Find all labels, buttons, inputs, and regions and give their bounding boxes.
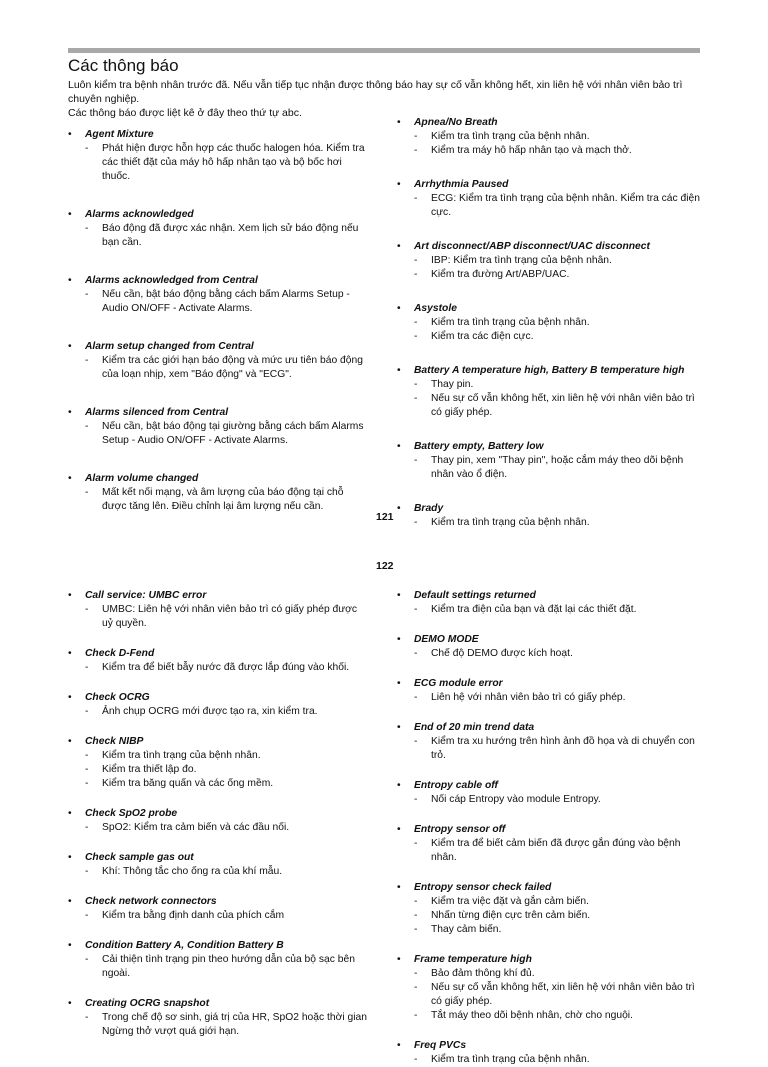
message-heading: DEMO MODE	[414, 634, 479, 645]
dash-icon: -	[85, 764, 89, 775]
action-text: Kiểm tra máy hô hấp nhân tạo và mạch thở.	[431, 145, 632, 156]
dash-icon: -	[414, 393, 418, 404]
dash-icon: -	[414, 982, 418, 993]
action-line	[85, 222, 370, 250]
message-heading: Alarm setup changed from Central	[85, 341, 254, 352]
message-heading: Entropy cable off	[414, 780, 498, 791]
action-text: Thay pin.	[431, 379, 474, 390]
message-heading: Alarms acknowledged from Central	[85, 275, 258, 286]
action-line	[85, 749, 370, 763]
message-heading: Condition Battery A, Condition Battery B	[85, 940, 284, 951]
message-entry	[68, 472, 370, 514]
action-line	[85, 288, 370, 316]
action-line	[85, 603, 370, 631]
dash-icon: -	[414, 648, 418, 659]
message-entry	[68, 997, 370, 1039]
bullet-icon: •	[397, 365, 401, 376]
dash-icon: -	[414, 331, 418, 342]
dash-icon: -	[414, 692, 418, 703]
action-text: Kiểm tra để biết cảm biến đã được gắn đúng vào bệnh nhân.	[431, 838, 681, 863]
message-heading: Frame temperature high	[414, 954, 532, 965]
message-heading: Entropy sensor off	[414, 824, 506, 835]
action-text: Kiểm tra điện của bạn và đặt lại các thiết đặt.	[431, 604, 637, 615]
action-text: Liên hệ với nhân viên bảo trì có giấy phép.	[431, 692, 626, 703]
dash-icon: -	[85, 421, 89, 432]
dash-icon: -	[414, 1010, 418, 1021]
message-entry	[68, 807, 370, 835]
message-heading: Battery empty, Battery low	[414, 441, 544, 452]
action-line	[414, 1053, 702, 1067]
message-entry	[397, 178, 702, 220]
message-entry	[397, 589, 702, 617]
dash-icon: -	[85, 778, 89, 789]
action-line	[414, 254, 702, 268]
dash-icon: -	[414, 736, 418, 747]
dash-icon: -	[414, 145, 418, 156]
message-heading: Entropy sensor check failed	[414, 882, 552, 893]
dash-icon: -	[85, 910, 89, 921]
message-heading: Check D-Fend	[85, 648, 155, 659]
bullet-icon: •	[68, 129, 72, 140]
bullet-icon: •	[68, 209, 72, 220]
message-heading: Check network connectors	[85, 896, 217, 907]
action-line	[414, 691, 702, 705]
message-entry	[397, 240, 702, 282]
action-text: Kiểm tra đường Art/ABP/UAC.	[431, 269, 570, 280]
action-line	[414, 330, 702, 344]
bullet-icon: •	[397, 241, 401, 252]
action-line	[414, 967, 702, 981]
action-line	[414, 793, 702, 807]
dash-icon: -	[85, 223, 89, 234]
dash-icon: -	[414, 455, 418, 466]
bullet-icon: •	[68, 590, 72, 601]
message-heading: Check OCRG	[85, 692, 150, 703]
message-entry	[68, 208, 370, 250]
bullet-icon: •	[397, 954, 401, 965]
action-line	[85, 777, 370, 791]
bullet-icon: •	[68, 896, 72, 907]
action-text: Báo động đã được xác nhận. Xem lịch sử báo động nếu bạn cần.	[102, 223, 359, 248]
action-line	[85, 420, 370, 448]
action-line	[414, 392, 702, 420]
message-heading: ECG module error	[414, 678, 503, 689]
message-heading: Check sample gas out	[85, 852, 194, 863]
action-text: Kiểm tra băng quấn và các ống mềm.	[102, 778, 274, 789]
bullet-icon: •	[68, 407, 72, 418]
action-line	[414, 895, 702, 909]
action-line	[414, 192, 702, 220]
message-entry	[397, 779, 702, 807]
action-text: IBP: Kiểm tra tình trạng của bệnh nhân.	[431, 255, 612, 266]
action-text: UMBC: Liên hệ với nhân viên bảo trì có giấy phép được uỷ quyền.	[102, 604, 358, 629]
action-text: Nếu sự cố vẫn không hết, xin liên hệ với nhân viên bảo trì có giấy phép.	[431, 982, 695, 1007]
dash-icon: -	[85, 662, 89, 673]
dash-icon: -	[414, 269, 418, 280]
action-line	[414, 909, 702, 923]
action-text: Kiểm tra tình trạng của bệnh nhân.	[431, 1054, 590, 1065]
message-entry	[68, 406, 370, 448]
action-line	[85, 142, 370, 184]
page2-right-column	[397, 589, 702, 1067]
message-heading: Brady	[414, 503, 444, 514]
message-heading: Check NIBP	[85, 736, 144, 747]
bullet-icon: •	[397, 179, 401, 190]
action-text: Kiểm tra các giới hạn báo động và mức ưu tiên báo động của loạn nhịp, xem "Báo động" và "ECG".	[102, 355, 363, 380]
dash-icon: -	[414, 604, 418, 615]
bullet-icon: •	[397, 634, 401, 645]
action-text: Thay cảm biến.	[431, 924, 502, 935]
action-line	[85, 705, 370, 719]
action-text: Kiểm tra thiết lập đo.	[102, 764, 197, 775]
dash-icon: -	[85, 604, 89, 615]
action-text: Kiểm tra tình trạng của bệnh nhân.	[431, 317, 590, 328]
bullet-icon: •	[68, 648, 72, 659]
message-entry	[397, 633, 702, 661]
action-line	[414, 144, 702, 158]
action-text: Khí: Thông tắc cho ống ra của khí mẫu.	[102, 866, 283, 877]
message-heading: Arrhythmia Paused	[414, 179, 509, 190]
action-text: Nếu cần, bật báo động tại giường bằng cách bấm Alarms Setup - Audio ON/OFF - Activate Alarms.	[102, 421, 364, 446]
action-text: Thay pin, xem "Thay pin", hoặc cắm máy theo dõi bệnh nhân vào ổ điện.	[431, 455, 684, 480]
action-line	[414, 378, 702, 392]
intro-paragraph: Các thông báo được liệt kê ở đây theo thứ tự abc.	[68, 107, 302, 119]
message-heading: Creating OCRG snapshot	[85, 998, 210, 1009]
action-text: Kiểm tra các điện cực.	[431, 331, 534, 342]
message-entry	[397, 881, 702, 937]
action-line	[414, 1009, 702, 1023]
bullet-icon: •	[397, 882, 401, 893]
dash-icon: -	[85, 289, 89, 300]
message-entry	[397, 953, 702, 1023]
action-line	[85, 1011, 370, 1039]
action-text: Kiểm tra tình trạng của bệnh nhân.	[102, 750, 261, 761]
message-heading: Agent Mixture	[85, 129, 154, 140]
message-entry	[68, 589, 370, 631]
message-entry	[68, 647, 370, 675]
action-text: Bảo đảm thông khí đủ.	[431, 968, 535, 979]
message-heading: Alarms acknowledged	[85, 209, 194, 220]
action-text: Kiểm tra việc đặt và gắn cảm biến.	[431, 896, 589, 907]
page-title: Các thông báo	[68, 56, 179, 75]
bullet-icon: •	[397, 590, 401, 601]
dash-icon: -	[85, 750, 89, 761]
dash-icon: -	[85, 143, 89, 154]
bullet-icon: •	[397, 678, 401, 689]
action-line	[85, 821, 370, 835]
message-entry	[397, 677, 702, 705]
action-line	[85, 486, 370, 514]
dash-icon: -	[414, 131, 418, 142]
bullet-icon: •	[397, 117, 401, 128]
bullet-icon: •	[397, 303, 401, 314]
bullet-icon: •	[68, 808, 72, 819]
dash-icon: -	[414, 255, 418, 266]
bullet-icon: •	[68, 473, 72, 484]
action-text: Kiểm tra tình trạng của bệnh nhân.	[431, 131, 590, 142]
bullet-icon: •	[397, 780, 401, 791]
dash-icon: -	[85, 1012, 89, 1023]
dash-icon: -	[414, 794, 418, 805]
message-heading: Call service: UMBC error	[85, 590, 207, 601]
action-text: Phát hiện được hỗn hợp các thuốc halogen hóa. Kiểm tra các thiết đặt của máy hô hấp nhân tạo và bộ bốc hơi thuốc.	[102, 143, 365, 182]
bullet-icon: •	[397, 1040, 401, 1051]
action-line	[85, 953, 370, 981]
message-entry	[397, 1039, 702, 1067]
dash-icon: -	[85, 355, 89, 366]
intro-text	[68, 78, 708, 120]
message-heading: End of 20 min trend data	[414, 722, 535, 733]
bullet-icon: •	[68, 736, 72, 747]
action-text: ECG: Kiểm tra tình trạng của bệnh nhân. Kiểm tra các điện cực.	[431, 193, 701, 218]
action-text: Trong chế độ sơ sinh, giá trị của HR, SpO2 hoặc thời gian Ngừng thở vượt quá giới hạn.	[102, 1012, 367, 1037]
action-text: Kiểm tra để biết bẫy nước đã được lắp đúng vào khối.	[102, 662, 350, 673]
message-heading: Asystole	[414, 303, 457, 314]
title-rule	[68, 48, 700, 53]
page2-left-column	[68, 589, 370, 1039]
action-text: Cải thiện tình trạng pin theo hướng dẫn của bộ sạc bên ngoài.	[102, 954, 355, 979]
message-entry	[68, 340, 370, 382]
dash-icon: -	[85, 487, 89, 498]
action-line	[414, 454, 702, 482]
action-text: Chế độ DEMO được kích hoạt.	[431, 648, 573, 659]
bullet-icon: •	[68, 692, 72, 703]
message-entry	[68, 691, 370, 719]
intro-paragraph: Luôn kiểm tra bệnh nhân trước đã. Nếu vẫn tiếp tục nhận được thông báo hay sự cố vẫn không hết, xin liên hệ với nhân viên bảo trì chuyên nghiệp.	[68, 79, 683, 105]
bullet-icon: •	[397, 722, 401, 733]
action-line	[85, 763, 370, 777]
message-entry	[68, 128, 370, 184]
dash-icon: -	[414, 317, 418, 328]
dash-icon: -	[414, 896, 418, 907]
action-text: Nếu sự cố vẫn không hết, xin liên hệ với nhân viên bảo trì có giấy phép.	[431, 393, 695, 418]
action-line	[85, 909, 370, 923]
message-heading: Apnea/No Breath	[414, 117, 498, 128]
dash-icon: -	[414, 1054, 418, 1065]
message-entry	[68, 939, 370, 981]
action-text: Kiểm tra tình trạng của bệnh nhân.	[431, 517, 590, 528]
page-number: 122	[376, 560, 394, 572]
dash-icon: -	[414, 968, 418, 979]
action-line	[414, 981, 702, 1009]
action-text: Mất kết nối mạng, và âm lượng của báo động tại chỗ được tăng lên. Điều chỉnh lại âm lượng nếu cần.	[102, 487, 344, 512]
action-text: Kiểm tra xu hướng trên hình ảnh đồ họa và di chuyển con trỏ.	[431, 736, 695, 761]
bullet-icon: •	[68, 275, 72, 286]
message-entry	[397, 721, 702, 763]
message-entry	[397, 823, 702, 865]
bullet-icon: •	[68, 341, 72, 352]
message-heading: Battery A temperature high, Battery B temperature high	[414, 365, 685, 376]
message-heading: Alarms silenced from Central	[85, 407, 229, 418]
dash-icon: -	[85, 822, 89, 833]
action-line	[414, 603, 702, 617]
message-entry	[68, 851, 370, 879]
bullet-icon: •	[68, 940, 72, 951]
message-heading: Check SpO2 probe	[85, 808, 178, 819]
action-line	[414, 735, 702, 763]
page-number: 121	[376, 511, 394, 523]
action-line	[414, 516, 702, 530]
action-line	[85, 865, 370, 879]
dash-icon: -	[414, 193, 418, 204]
action-text: Tắt máy theo dõi bệnh nhân, chờ cho nguội.	[431, 1010, 633, 1021]
dash-icon: -	[85, 866, 89, 877]
message-entry	[397, 502, 702, 530]
page1-left-column	[68, 128, 370, 514]
dash-icon: -	[85, 954, 89, 965]
message-heading: Default settings returned	[414, 590, 536, 601]
dash-icon: -	[85, 706, 89, 717]
message-entry	[68, 735, 370, 791]
bullet-icon: •	[397, 824, 401, 835]
dash-icon: -	[414, 910, 418, 921]
action-text: SpO2: Kiểm tra cảm biến và các đầu nối.	[102, 822, 290, 833]
action-line	[414, 647, 702, 661]
dash-icon: -	[414, 924, 418, 935]
action-text: Nếu cần, bật báo động bằng cách bấm Alarms Setup - Audio ON/OFF - Activate Alarms.	[102, 289, 350, 314]
page1-right-column	[397, 116, 702, 530]
action-text: Kiểm tra bằng định danh của phích cắm	[102, 910, 285, 921]
action-line	[414, 316, 702, 330]
action-line	[414, 130, 702, 144]
action-text: Nhấn từng điện cực trên cảm biến.	[431, 910, 591, 921]
message-entry	[397, 116, 702, 158]
bullet-icon: •	[68, 852, 72, 863]
action-line	[85, 354, 370, 382]
action-text: Nối cáp Entropy vào module Entropy.	[431, 794, 601, 805]
bullet-icon: •	[397, 441, 401, 452]
message-entry	[397, 364, 702, 420]
message-heading: Art disconnect/ABP disconnect/UAC disconnect	[414, 241, 650, 252]
message-heading: Alarm volume changed	[85, 473, 199, 484]
bullet-icon: •	[397, 503, 401, 514]
dash-icon: -	[414, 379, 418, 390]
action-line	[414, 837, 702, 865]
action-line	[414, 268, 702, 282]
action-text: Ảnh chụp OCRG mới được tạo ra, xin kiểm tra.	[102, 706, 318, 717]
message-entry	[68, 274, 370, 316]
action-line	[85, 661, 370, 675]
dash-icon: -	[414, 517, 418, 528]
message-entry	[68, 895, 370, 923]
action-line	[414, 923, 702, 937]
dash-icon: -	[414, 838, 418, 849]
message-entry	[397, 302, 702, 344]
message-heading: Freq PVCs	[414, 1040, 467, 1051]
bullet-icon: •	[68, 998, 72, 1009]
message-entry	[397, 440, 702, 482]
